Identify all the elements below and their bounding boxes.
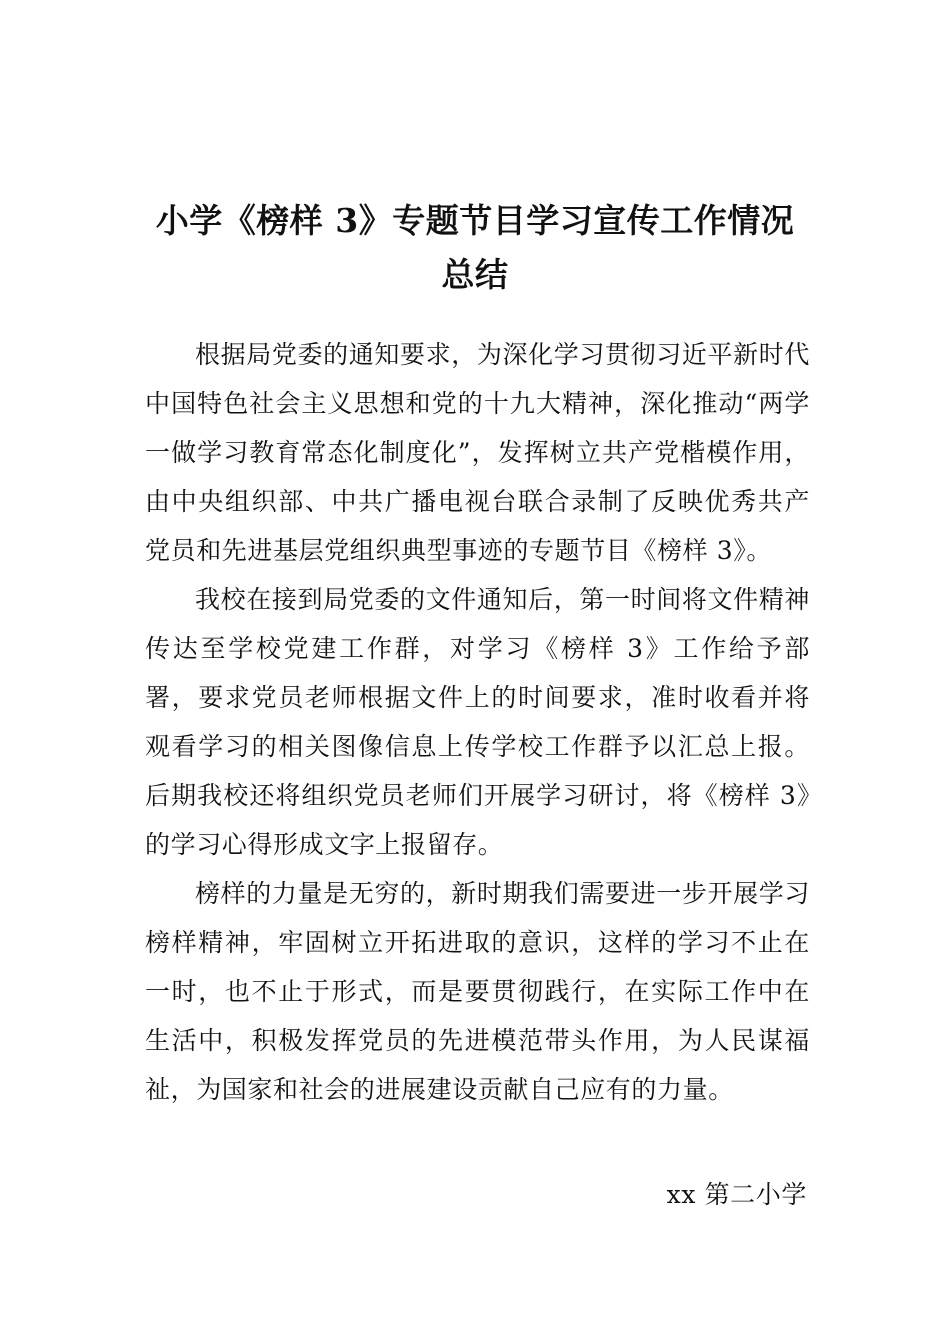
paragraph-3: 榜样的力量是无穷的，新时期我们需要进一步开展学习榜样精神，牢固树立开拓进取的意识，这样的学习不止在一时，也不止于形式，而是要贯彻践行，在实际工作中在生活中，积极发挥党员的先进模范带头作用，为人民谋福祉，为国家和社会的进展建设贡献自己应有的力量。 — [145, 879, 810, 1104]
title-line-2: 总结 — [441, 255, 509, 295]
document-body — [145, 330, 810, 1114]
document-title — [120, 194, 830, 302]
paragraph-2: 我校在接到局党委的文件通知后，第一时间将文件精神传达至学校党建工作群，对学习《榜样 3》工作给予部署，要求党员老师根据文件上的时间要求，准时收看并将观看学习的相关图像信息上传学校工作群予以汇总上报。后期我校还将组织党员老师们开展学习研讨，将《榜样 3》的学习心得形成文字上报留存。 — [145, 585, 810, 859]
signature: xx 第二小学 — [666, 1180, 807, 1209]
title-line-1: 小学《榜样 3》专题节目学习宣传工作情况 — [155, 201, 795, 241]
paragraph-1: 根据局党委的通知要求，为深化学习贯彻习近平新时代中国特色社会主义思想和党的十九大精神，深化推动“两学一做学习教育常态化制度化”，发挥树立共产党楷模作用，由中央组织部、中共广播电视台联合录制了反映优秀共产党员和先进基层党组织典型事迹的专题节目《榜样 3》。 — [145, 340, 810, 565]
